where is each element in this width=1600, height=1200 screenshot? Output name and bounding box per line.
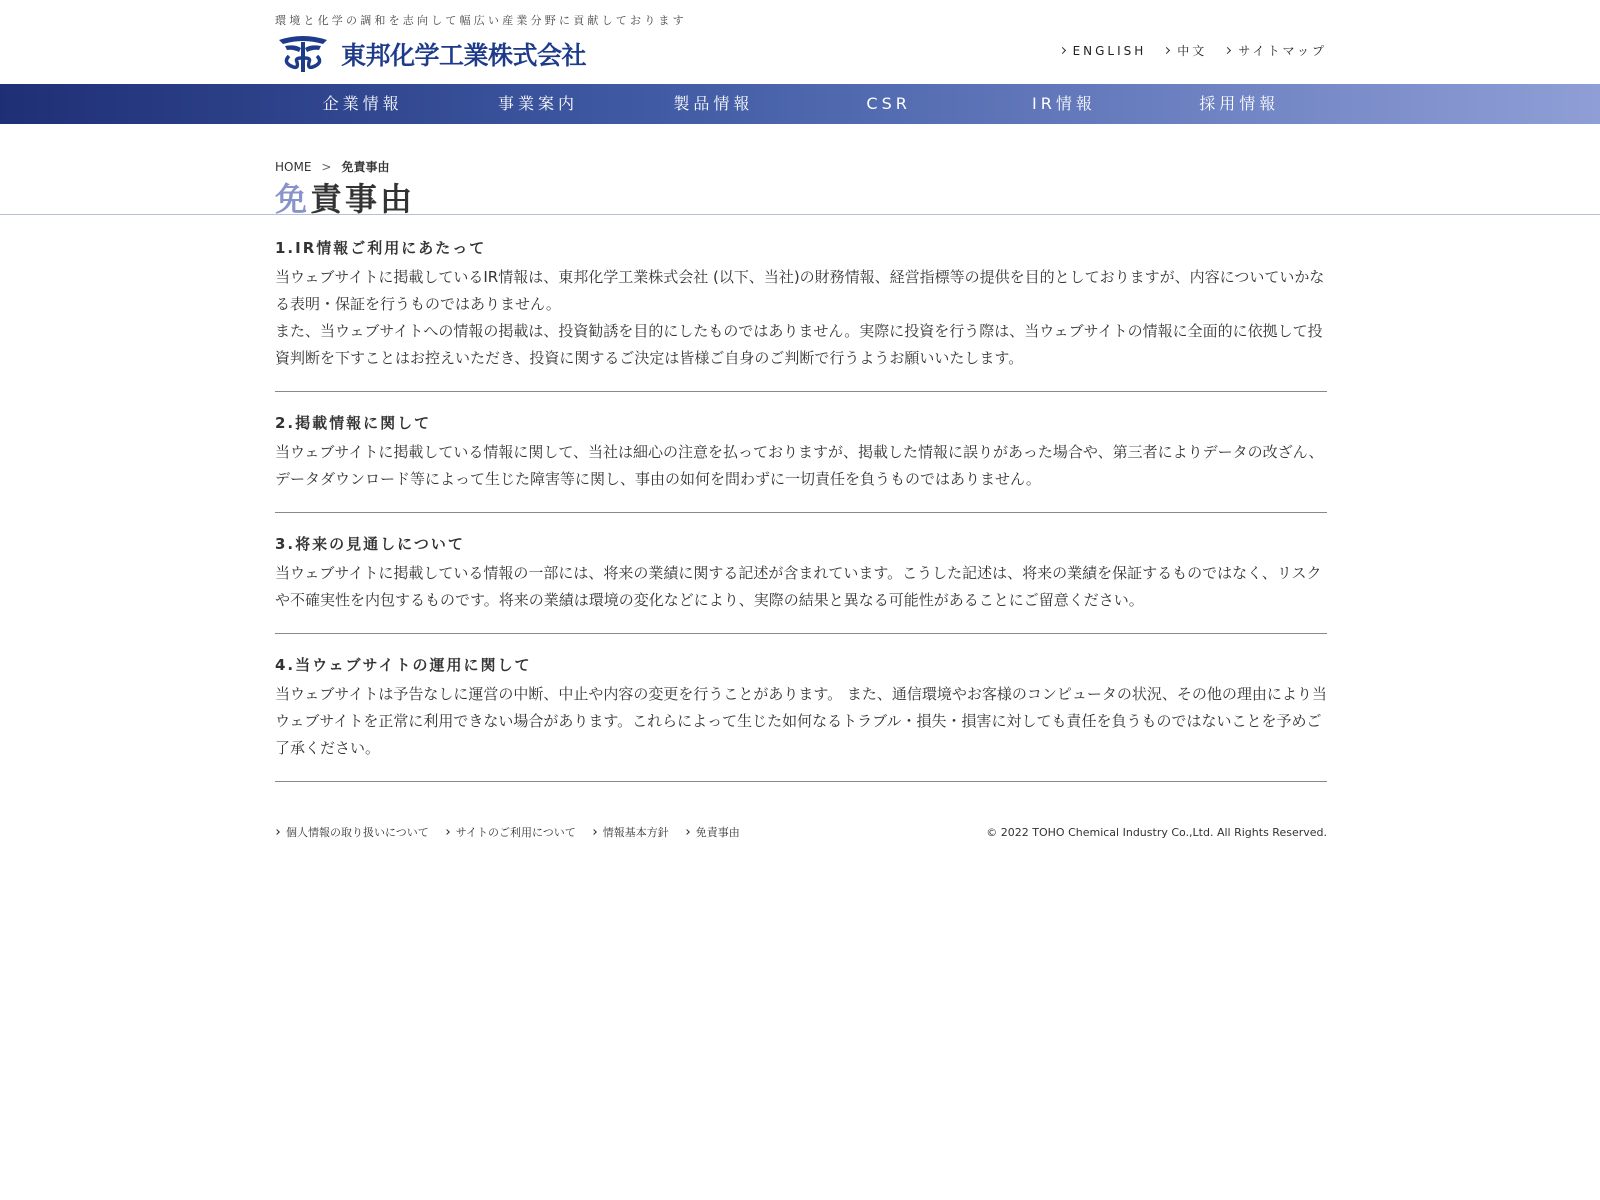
- site-header: [0, 0, 1600, 84]
- nav-item-ir[interactable]: IR情報: [1032, 94, 1096, 113]
- footer-link-label: 情報基本方針: [602, 826, 669, 839]
- footer-links: [275, 824, 740, 840]
- breadcrumb-current: 免責事由: [341, 160, 390, 174]
- footer-link-label: 個人情報の取り扱いについて: [286, 826, 429, 839]
- tagline: 環境と化学の調和を志向して幅広い産業分野に貢献しております: [275, 14, 687, 27]
- chevron-right-icon: [1224, 47, 1231, 54]
- company-logo[interactable]: [275, 34, 586, 74]
- site-footer: [275, 824, 1327, 840]
- section-paragraph: 当ウェブサイトは予告なしに運営の中断、中止や内容の変更を行うことがあります。 また、通信環境やお客様のコンピュータの状況、その他の理由により当ウェブサイトを正常に利用できない場合があります。これらによって生じた如何なるトラブル・損失・損害に対しても責任を負うものではないことを予めご了承ください。: [275, 685, 1327, 757]
- nav-item-csr[interactable]: CSR: [866, 94, 911, 113]
- section-paragraph: 当ウェブサイトに掲載している情報の一部には、将来の業績に関する記述が含まれています。こうした記述は、将来の業績を保証するものではなく、リスクや不確実性を内包するものです。将来の業績は環境の変化などにより、実際の結果と異なる可能性があることにご留意ください。: [275, 564, 1322, 609]
- nav-item-business[interactable]: 事業案内: [497, 94, 578, 113]
- chevron-right-icon: [444, 829, 450, 835]
- sitemap-link-label: サイトマップ: [1238, 44, 1327, 58]
- section-title: 1.IR情報ご利用にあたって: [275, 239, 487, 257]
- breadcrumb-home-link[interactable]: HOME: [275, 159, 312, 174]
- page-title-accent: 免: [275, 180, 311, 218]
- disclaimer-sections: [275, 215, 1327, 782]
- section-paragraph: また、当ウェブサイトへの情報の掲載は、投資勧誘を目的にしたものではありません。実際に投資を行う際は、当ウェブサイトの情報に全面的に依拠して投資判断を下すことはお控えいただき、投資に関するご決定は皆様ご自身のご判断で行うようお願いいたします。: [275, 322, 1323, 367]
- breadcrumb-separator: >: [321, 159, 332, 174]
- footer-link-privacy[interactable]: [275, 824, 429, 840]
- section-site-operation: [275, 634, 1327, 782]
- chevron-right-icon: [274, 829, 280, 835]
- section-body: [275, 264, 1327, 372]
- chinese-link[interactable]: [1164, 42, 1207, 59]
- breadcrumb: [275, 158, 1327, 175]
- section-forward-looking: [275, 513, 1327, 634]
- page-title-row: [0, 177, 1600, 218]
- section-body: [275, 681, 1327, 762]
- section-paragraph: 当ウェブサイトに掲載している情報に関して、当社は細心の注意を払っておりますが、掲載した情報に誤りがあった場合や、第三者によりデータの改ざん、データダウンロード等によって生じた障害等に関し、事由の如何を問わずに一切責任を負うものではありません。: [275, 443, 1324, 488]
- company-name: 東邦化学工業株式会社: [341, 41, 587, 70]
- chevron-right-icon: [1163, 47, 1170, 54]
- nav-item-recruit[interactable]: 採用情報: [1199, 94, 1280, 113]
- chevron-right-icon: [1059, 47, 1066, 54]
- sitemap-link[interactable]: [1225, 42, 1327, 59]
- utility-links: [1060, 42, 1327, 59]
- chevron-right-icon: [591, 829, 597, 835]
- page-title: [275, 177, 1600, 218]
- section-published-info: [275, 392, 1327, 513]
- section-body: [275, 439, 1327, 493]
- section-paragraph: 当ウェブサイトに掲載しているIR情報は、東邦化学工業株式会社 (以下、当社)の財務情報、経営指標等の提供を目的としておりますが、内容についていかなる表明・保証を行うものではありません。: [275, 268, 1325, 313]
- main-nav: [0, 84, 1600, 124]
- footer-link-info-policy[interactable]: [592, 824, 669, 840]
- nav-item-company[interactable]: 企業情報: [322, 94, 403, 113]
- nav-item-products[interactable]: 製品情報: [673, 94, 754, 113]
- footer-link-disclaimer[interactable]: [685, 824, 740, 840]
- footer-link-label: 免責事由: [695, 826, 740, 839]
- page-title-rest: 責事由: [310, 180, 416, 218]
- footer-link-terms[interactable]: [445, 824, 576, 840]
- footer-link-label: サイトのご利用について: [455, 826, 576, 839]
- section-title: 3.将来の見通しについて: [275, 535, 465, 553]
- english-link-label: ENGLISH: [1072, 43, 1147, 58]
- copyright: © 2022 TOHO Chemical Industry Co.,Ltd. All Rights Reserved.: [986, 825, 1327, 839]
- chinese-link-label: 中文: [1177, 44, 1208, 58]
- section-ir-usage: [275, 215, 1327, 392]
- english-link[interactable]: [1060, 42, 1147, 59]
- section-title: 2.掲載情報に関して: [275, 414, 432, 432]
- company-logo-icon: [275, 34, 331, 74]
- section-title: 4.当ウェブサイトの運用に関して: [275, 656, 532, 674]
- section-body: [275, 560, 1327, 614]
- chevron-right-icon: [684, 829, 690, 835]
